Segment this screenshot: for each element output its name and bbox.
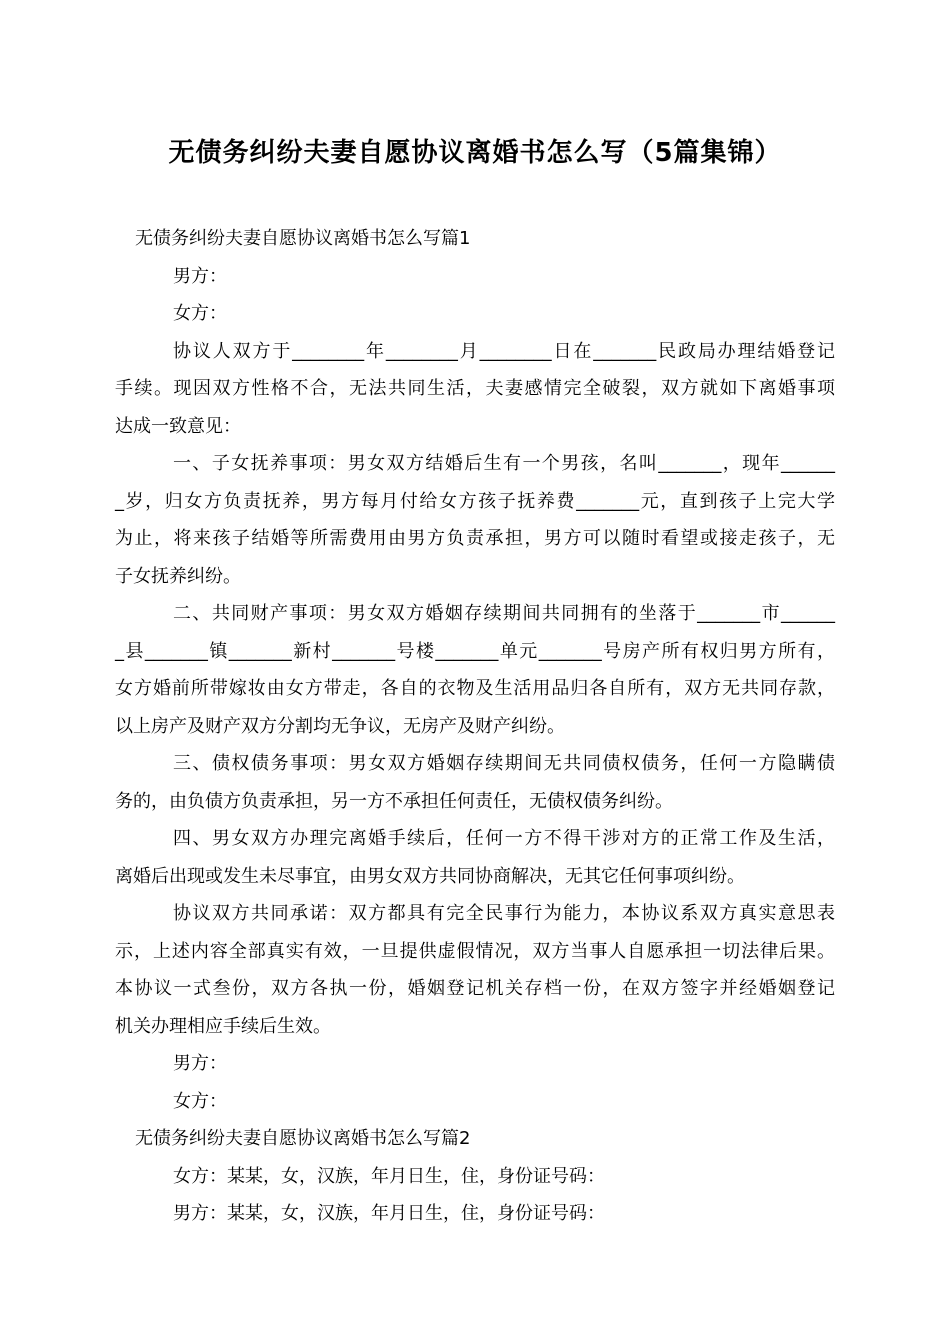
paragraph-line: 本协议一式叁份，双方各执一份，婚姻登记机关存档一份，在双方签字并经婚姻登记 — [115, 978, 835, 999]
signature-line-female: 女方： — [173, 303, 227, 324]
paragraph-line: _岁，归女方负责抚养，男方每月付给女方孩子抚养费_______元，直到孩子上完大学 — [115, 490, 835, 512]
paragraph-line: 二、共同财产事项：男女双方婚姻存续期间共同拥有的坐落于_______市______ — [173, 603, 835, 624]
section-heading-2: 无债务纠纷夫妻自愿协议离婚书怎么写篇2 — [135, 1128, 471, 1149]
paragraph-line: 子女抚养纠纷。 — [115, 565, 241, 587]
paragraph-line: _县_______镇_______新村_______号楼_______单元_______号房产所有权归男方所有， — [115, 640, 835, 662]
paragraph-line: 四、男女双方办理完离婚手续后，任何一方不得干涉对方的正常工作及生活， — [173, 828, 835, 849]
document-title: 无债务纠纷夫妻自愿协议离婚书怎么写（5篇集锦） — [168, 138, 782, 168]
paragraph-line: 为止，将来孩子结婚等所需费用由男方负责承担，男方可以随时看望或接走孩子，无 — [115, 528, 835, 549]
party-line-male: 男方：某某，女，汉族，年月日生，住，身份证号码： — [173, 1203, 605, 1224]
paragraph-line: 机关办理相应手续后生效。 — [115, 1015, 331, 1037]
paragraph-line: 离婚后出现或发生未尽事宜，由男女双方共同协商解决，无其它任何事项纠纷。 — [115, 865, 745, 887]
paragraph-line: 协议人双方于________年________月________日在_______民政局办理结婚登记 — [173, 340, 835, 362]
paragraph-line: 务的，由负债方负责承担，另一方不承担任何责任，无债权债务纠纷。 — [115, 790, 673, 812]
paragraph-line: 示，上述内容全部真实有效，一旦提供虚假情况，双方当事人自愿承担一切法律后果。 — [115, 940, 835, 962]
party-line-female: 女方：某某，女，汉族，年月日生，住，身份证号码： — [173, 1165, 605, 1187]
paragraph-line: 一、子女抚养事项：男女双方结婚后生有一个男孩，名叫_______，现年______ — [173, 453, 835, 474]
paragraph-line: 女方婚前所带嫁妆由女方带走，各自的衣物及生活用品归各自所有，双方无共同存款， — [115, 678, 835, 699]
section-heading-1: 无债务纠纷夫妻自愿协议离婚书怎么写篇1 — [135, 228, 471, 249]
document-body — [115, 220, 835, 1233]
paragraph-line: 三、债权债务事项：男女双方婚姻存续期间无共同债权债务，任何一方隐瞒债 — [173, 753, 835, 774]
paragraph-line: 以上房产及财产双方分割均无争议，无房产及财产纠纷。 — [115, 715, 565, 737]
signature-line-male: 男方： — [173, 1053, 227, 1074]
paragraph-line: 达成一致意见： — [115, 415, 241, 437]
signature-line-female: 女方： — [173, 1090, 227, 1112]
paragraph-line: 协议双方共同承诺：双方都具有完全民事行为能力，本协议系双方真实意思表 — [173, 903, 835, 924]
signature-line-male: 男方： — [173, 265, 227, 287]
paragraph-line: 手续。现因双方性格不合，无法共同生活，夫妻感情完全破裂，双方就如下离婚事项 — [115, 378, 835, 399]
